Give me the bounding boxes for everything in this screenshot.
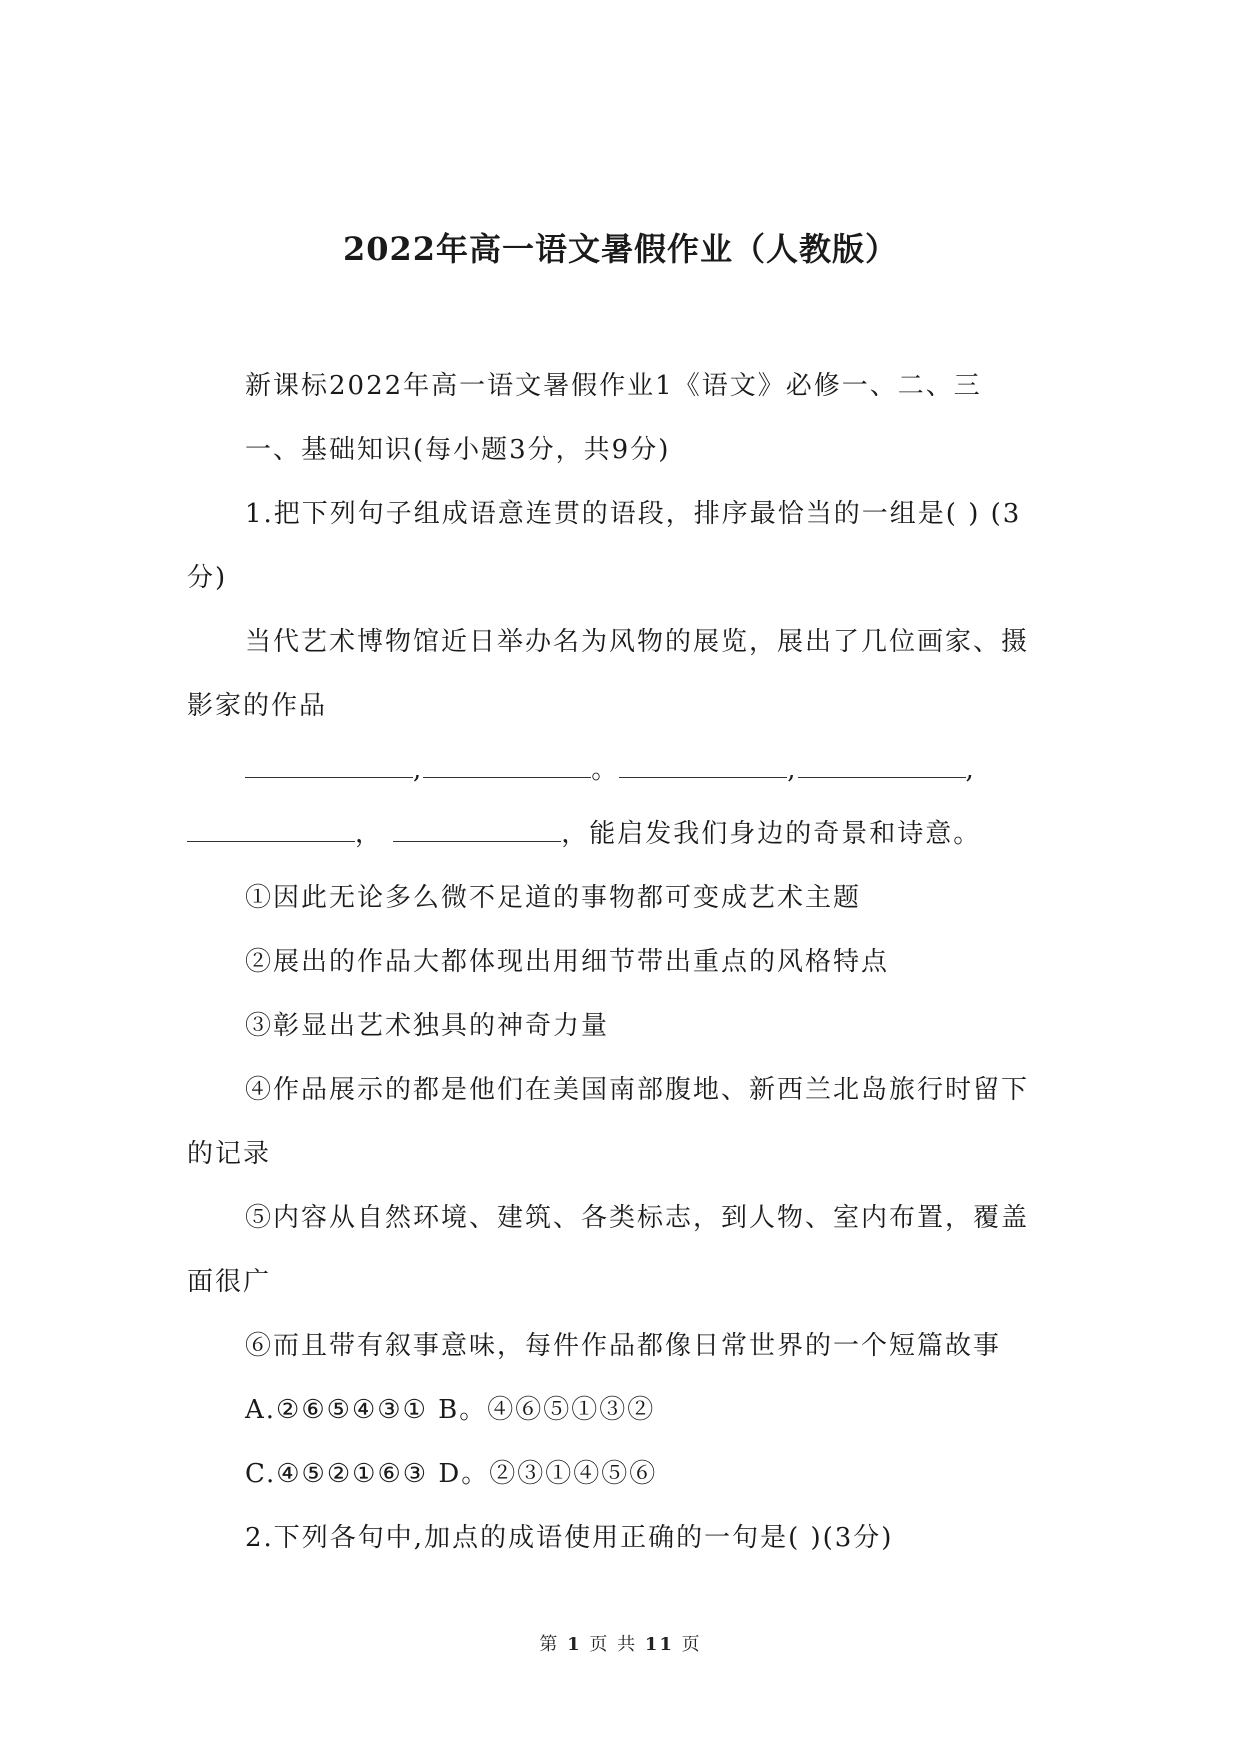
separator-3: , [787,755,798,785]
blank-1 [245,755,413,778]
paragraph-section-heading: 一、基础知识(每小题3分，共9分) [245,435,671,465]
blank-4 [798,755,966,778]
separator-5: ， [355,819,384,849]
blank-2 [423,755,591,778]
footer-page-number: 1 [567,1634,582,1655]
list-item: ③彰显出艺术独具的神奇力量 [245,1011,610,1041]
list-item: ⑤内容从自然环境、建筑、各类标志，到人物、室内布置，覆盖面很广 [187,1203,1030,1297]
separator-1: , [413,755,424,785]
separator-6: ， [561,819,590,849]
answer-options-ab: A.②⑥⑤④③① B。④⑥⑤①③② [245,1395,656,1425]
list-item: ②展出的作品大都体现出用细节带出重点的风格特点 [245,947,890,977]
footer-total-pages: 11 [644,1634,674,1655]
page-footer [0,1630,1241,1656]
list-item: ⑥而且带有叙事意味，每件作品都像日常世界的一个短篇故事 [245,1331,1002,1361]
page-title: 2022年高一语文暑假作业（人教版） [342,230,899,268]
paragraph-question-1: 1.把下列句子组成语意连贯的语段，排序最恰当的一组是( ) (3分) [187,499,1022,593]
footer-middle: 页 共 [589,1634,638,1655]
blank-3 [619,755,787,778]
separator-4: , [965,755,976,785]
answer-options-cd: C.④⑤②①⑥③ D。②③①④⑤⑥ [245,1459,658,1489]
paragraph-subtitle: 新课标2022年高一语文暑假作业1《语文》必修一、二、三 [245,371,982,401]
footer-prefix: 第 [539,1634,560,1655]
list-item: ①因此无论多么微不足道的事物都可变成艺术主题 [245,883,862,913]
list-item: ④作品展示的都是他们在美国南部腹地、新西兰北岛旅行时留下的记录 [187,1075,1030,1169]
fill-line-ending: 能启发我们身边的奇景和诗意。 [589,819,982,849]
paragraph-question-2: 2.下列各句中,加点的成语使用正确的一句是( )(3分) [245,1523,894,1553]
blank-6 [393,819,561,842]
document-body [187,354,1055,1570]
footer-suffix: 页 [681,1634,702,1655]
paragraph-passage: 当代艺术博物馆近日举办名为风物的展览，展出了几位画家、摄影家的作品 [187,627,1030,721]
fill-in-blanks-line [187,738,1055,866]
blank-5 [187,819,355,842]
separator-2: 。 [591,755,620,785]
